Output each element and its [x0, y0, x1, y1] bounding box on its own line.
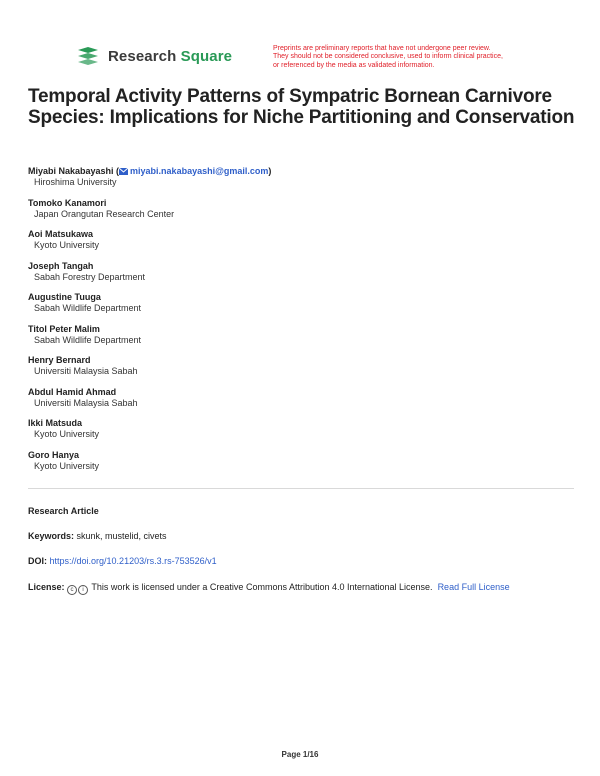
mail-icon — [119, 168, 128, 175]
keywords-line — [28, 531, 167, 541]
author-name: Miyabi Nakabayashi ( miyabi.nakabayashi@gmail.com) — [28, 166, 272, 176]
author-affiliation: Sabah Wildlife Department — [34, 303, 142, 313]
author-affiliation: Universiti Malaysia Sabah — [34, 397, 138, 408]
preprint-notice — [273, 45, 573, 70]
author-name: Titol Peter Malim — [28, 323, 100, 334]
logo-word-square: Square — [180, 47, 233, 65]
author-name: Goro Hanya — [28, 449, 80, 460]
author-email-link[interactable] — [119, 166, 268, 176]
notice-line: They should not be considered conclusive, used to inform clinical practice, — [273, 53, 503, 61]
notice-line: or referenced by the media as validated information. — [273, 61, 435, 69]
notice-line: Preprints are preliminary reports that have not undergone peer review. — [273, 45, 491, 52]
keywords-value: skunk, mustelid, civets — [76, 531, 167, 541]
license-label: License: — [28, 582, 65, 592]
author-list — [28, 166, 578, 481]
article-type — [28, 506, 99, 516]
author-affiliation: Kyoto University — [34, 429, 100, 439]
author-name: Augustine Tuuga — [28, 292, 101, 302]
article-type-text: Research Article — [28, 506, 99, 516]
author-affiliation: Kyoto University — [34, 240, 100, 250]
author-name: Henry Bernard — [28, 355, 91, 365]
paper-title: Temporal Activity Patterns of Sympatric Bornean Carnivore Species: Implications for Niche Partitioning and Conservation — [28, 86, 575, 128]
author-name: Joseph Tangah — [28, 260, 94, 271]
author-affiliation: Hiroshima University — [34, 177, 117, 187]
author-name-text: Miyabi Nakabayashi — [28, 166, 114, 176]
license-line — [28, 582, 510, 595]
author-email: miyabi.nakabayashi@gmail.com — [130, 166, 269, 176]
author-affiliation: Universiti Malaysia Sabah — [34, 366, 138, 376]
doi-link[interactable]: https://doi.org/10.21203/rs.3.rs-753526/v1 — [49, 556, 217, 566]
author-affiliation: Sabah Forestry Department — [34, 271, 146, 282]
research-square-logo[interactable] — [76, 46, 232, 66]
author-name: Tomoko Kanamori — [28, 197, 107, 208]
cc-by-icon: i — [78, 585, 88, 595]
license-text: This work is licensed under a Creative Commons Attribution 4.0 International License. — [91, 582, 433, 592]
logo-word-research: Research — [108, 47, 177, 65]
author-affiliation: Kyoto University — [34, 460, 100, 471]
author-name: Aoi Matsukawa — [28, 229, 94, 239]
doi-label: DOI: — [28, 556, 47, 566]
research-square-logo-icon — [76, 46, 102, 66]
author-name: Abdul Hamid Ahmad — [28, 386, 117, 397]
author-name: Ikki Matsuda — [28, 418, 83, 428]
page-number: Page 1/16 — [281, 750, 319, 759]
doi-line — [28, 556, 217, 566]
read-full-license-link[interactable]: Read Full License — [437, 582, 510, 592]
keywords-label: Keywords: — [28, 531, 75, 541]
cc-icon: c — [67, 585, 77, 595]
section-divider — [28, 488, 574, 489]
author-affiliation: Sabah Wildlife Department — [34, 334, 142, 345]
author-affiliation: Japan Orangutan Research Center — [34, 208, 175, 219]
logo-wordmark — [108, 48, 232, 65]
